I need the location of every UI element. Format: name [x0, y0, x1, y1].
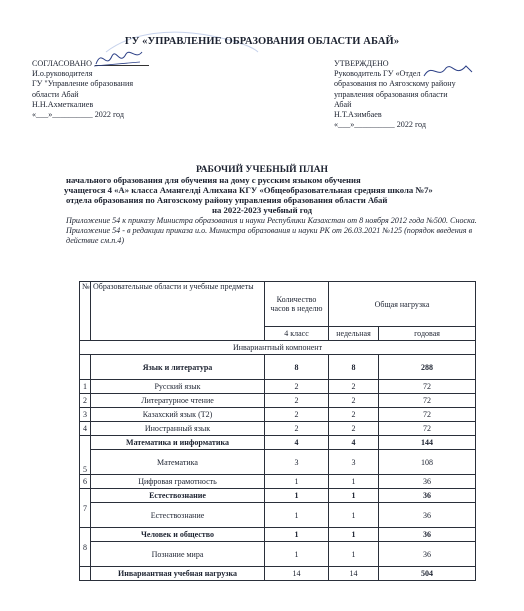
- table-row: [80, 489, 476, 503]
- signature-right: [420, 60, 476, 84]
- header-yearly: годовая: [379, 327, 476, 341]
- cell-yearly: 504: [379, 567, 476, 581]
- table-row: [80, 503, 476, 528]
- cell-grade: 1: [265, 542, 329, 567]
- cell-grade: 14: [265, 567, 329, 581]
- approval-right-title: УТВЕРЖДЕНО: [334, 59, 389, 68]
- header-total: Общая нагрузка: [329, 282, 476, 327]
- cell-grade: 1: [265, 475, 329, 489]
- header-grade: 4 класс: [265, 327, 329, 341]
- cell-weekly: 2: [329, 380, 379, 394]
- plan-subtitle-1: начального образования для обучения на дому с русским языком обучения: [66, 175, 361, 185]
- table-row: [80, 380, 476, 394]
- cell-yearly: 144: [379, 436, 476, 450]
- cell-num: 2: [80, 394, 91, 408]
- subject-name: Цифровая грамотность: [91, 475, 265, 489]
- cell-weekly: 3: [329, 450, 379, 475]
- area-name: Естествознание: [91, 489, 265, 503]
- plan-subtitle-3: отдела образования по Аягозскому району управления образования области Абай: [66, 195, 388, 205]
- plan-note: Приложение 54 к приказу Министра образования и науки Республики Казахстан от 8 ноября 2012 года №500. Сноска. Приложение 54 - в редакции приказа и.о. Министра образования и науки РК от 26.03.2021 №125 (порядок введения в действие см.п.4): [66, 216, 477, 246]
- cell-weekly: 1: [329, 528, 379, 542]
- approval-right-line: образования по Аягозскому району: [334, 79, 456, 89]
- plan-subtitle-2: учащегося 4 «А» класса Амангелді Алихана КГУ «Общеобразовательная средняя школа №7»: [64, 185, 433, 195]
- approval-right-line: управления образования области: [334, 89, 448, 99]
- cell-weekly: 1: [329, 489, 379, 503]
- curriculum-table: [79, 281, 476, 581]
- subject-name: Математика: [91, 450, 265, 475]
- cell-weekly: 1: [329, 503, 379, 528]
- approval-left-line: И.о.руководителя: [32, 69, 93, 79]
- cell-num: 6: [80, 475, 91, 489]
- plan-year: на 2022-2023 учебный год: [212, 205, 312, 215]
- cell-grade: 1: [265, 528, 329, 542]
- area-name: Язык и литература: [91, 355, 265, 380]
- cell-yearly: 72: [379, 380, 476, 394]
- cell-grade: 1: [265, 503, 329, 528]
- approval-right-line: Н.Т.Азимбаев: [334, 110, 382, 120]
- cell-grade: 4: [265, 436, 329, 450]
- cell-grade: 8: [265, 355, 329, 380]
- cell-num: 4: [80, 422, 91, 436]
- table-row: [80, 475, 476, 489]
- cell-yearly: 36: [379, 503, 476, 528]
- table-row: [80, 408, 476, 422]
- approval-right-line: «___»__________ 2022 год: [334, 120, 426, 130]
- cell-num: 8: [80, 528, 91, 567]
- subject-name: Иностранный язык: [91, 422, 265, 436]
- table-row: [80, 528, 476, 542]
- area-name: Математика и информатика: [91, 436, 265, 450]
- cell-weekly: 2: [329, 408, 379, 422]
- subject-name: Русский язык: [91, 380, 265, 394]
- cell-weekly: 1: [329, 475, 379, 489]
- table-total-row: [80, 567, 476, 581]
- signature-left: [92, 44, 144, 72]
- cell-grade: 2: [265, 380, 329, 394]
- subject-name: Естествознание: [91, 503, 265, 528]
- approval-right-line: Руководитель ГУ «Отдел: [334, 69, 421, 79]
- table-header-row: [80, 282, 476, 327]
- cell-num: 7: [80, 489, 91, 528]
- cell-weekly: 4: [329, 436, 379, 450]
- approval-left-line: ГУ "Управление образования: [32, 79, 134, 89]
- organization-title: ГУ «УПРАВЛЕНИЕ ОБРАЗОВАНИЯ ОБЛАСТИ АБАЙ»: [124, 36, 400, 47]
- cell-yearly: 72: [379, 394, 476, 408]
- cell-weekly: 2: [329, 394, 379, 408]
- approval-left-line: «___»__________ 2022 год: [32, 110, 124, 120]
- cell-grade: 3: [265, 450, 329, 475]
- subject-name: Литературное чтение: [91, 394, 265, 408]
- table-section-row: [80, 341, 476, 355]
- approval-right-line: Абай: [334, 99, 352, 109]
- invariant-label: Инвариантный компонент: [80, 341, 476, 355]
- cell-num: 3: [80, 408, 91, 422]
- plan-title: РАБОЧИЙ УЧЕБНЫЙ ПЛАН: [196, 164, 328, 175]
- cell-yearly: 36: [379, 489, 476, 503]
- cell-weekly: 8: [329, 355, 379, 380]
- subject-name: Познание мира: [91, 542, 265, 567]
- header-num: №: [80, 282, 91, 341]
- cell-weekly: 14: [329, 567, 379, 581]
- cell-yearly: 36: [379, 475, 476, 489]
- header-hours: Количество часов в неделю: [265, 282, 329, 327]
- cell-num: 5: [80, 436, 91, 475]
- cell-yearly: 36: [379, 528, 476, 542]
- cell-yearly: 36: [379, 542, 476, 567]
- table-row: [80, 542, 476, 567]
- cell-yearly: 288: [379, 355, 476, 380]
- cell-grade: 1: [265, 489, 329, 503]
- approval-left-line: Н.Н.Ахметкалиев: [32, 99, 94, 109]
- cell-grade: 2: [265, 422, 329, 436]
- cell-yearly: 72: [379, 408, 476, 422]
- header-weekly: недельная: [329, 327, 379, 341]
- table-row: [80, 355, 476, 380]
- cell-yearly: 108: [379, 450, 476, 475]
- cell-grade: 2: [265, 394, 329, 408]
- cell-yearly: 72: [379, 422, 476, 436]
- cell-grade: 2: [265, 408, 329, 422]
- area-name: Человек и общество: [91, 528, 265, 542]
- table-row: [80, 422, 476, 436]
- approval-left-title: СОГЛАСОВАНО: [32, 59, 92, 68]
- total-name: Инвариантная учебная нагрузка: [91, 567, 265, 581]
- table-row: [80, 450, 476, 475]
- table-row: [80, 436, 476, 450]
- cell-num: 1: [80, 380, 91, 394]
- table-row: [80, 394, 476, 408]
- cell-weekly: 1: [329, 542, 379, 567]
- subject-name: Казахский язык (Т2): [91, 408, 265, 422]
- header-subjects: Образовательные области и учебные предметы: [91, 282, 265, 341]
- cell-weekly: 2: [329, 422, 379, 436]
- approval-left-line: области Абай: [32, 89, 79, 99]
